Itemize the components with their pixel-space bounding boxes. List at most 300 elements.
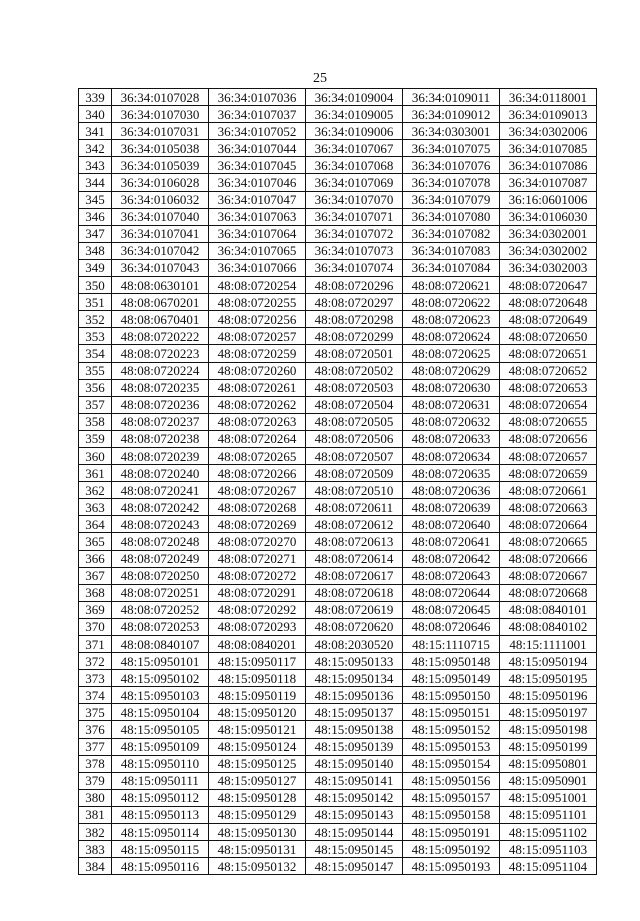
cadastral-number-cell: 36:34:0107028: [112, 89, 209, 106]
table-row: [79, 772, 597, 789]
row-number-cell: 381: [79, 806, 112, 823]
row-number-cell: 340: [79, 106, 112, 123]
cadastral-number-cell: 48:08:0720620: [306, 618, 403, 635]
cadastral-number-cell: 48:08:0720647: [500, 277, 597, 294]
cadastral-number-cell: 48:15:0950196: [500, 687, 597, 704]
cadastral-number-cell: 48:08:0720643: [403, 567, 500, 584]
table-row: [79, 447, 597, 464]
cadastral-number-cell: 48:15:0950194: [500, 653, 597, 670]
table-row: [79, 567, 597, 584]
cadastral-number-cell: 48:15:0951104: [500, 858, 597, 875]
row-number-cell: 364: [79, 516, 112, 533]
cadastral-number-cell: 48:15:0950121: [209, 721, 306, 738]
cadastral-number-cell: 48:15:0950127: [209, 772, 306, 789]
cadastral-number-cell: 48:08:0720639: [403, 499, 500, 516]
row-number-cell: 339: [79, 89, 112, 106]
cadastral-number-cell: 48:08:0720621: [403, 277, 500, 294]
cadastral-number-cell: 48:15:0950112: [112, 789, 209, 806]
cadastral-number-cell: 48:08:0720633: [403, 430, 500, 447]
cadastral-number-cell: 36:34:0302003: [500, 259, 597, 276]
cadastral-number-cell: 48:08:0720297: [306, 294, 403, 311]
cadastral-number-cell: 48:08:0720235: [112, 379, 209, 396]
cadastral-number-cell: 48:08:0720502: [306, 362, 403, 379]
cadastral-number-cell: 36:34:0106032: [112, 191, 209, 208]
cadastral-number-cell: 48:08:0720617: [306, 567, 403, 584]
cadastral-number-cell: 48:15:0950129: [209, 806, 306, 823]
cadastral-number-cell: 36:34:0107080: [403, 208, 500, 225]
table-row: [79, 806, 597, 823]
cadastral-number-cell: 36:34:0109012: [403, 106, 500, 123]
table-row: [79, 499, 597, 516]
cadastral-number-cell: 48:08:0720292: [209, 601, 306, 618]
table-row: [79, 208, 597, 225]
cadastral-number-cell: 48:08:0720264: [209, 430, 306, 447]
cadastral-number-cell: 48:08:0720505: [306, 413, 403, 430]
table-row: [79, 123, 597, 140]
cadastral-number-cell: 48:15:0950801: [500, 755, 597, 772]
row-number-cell: 369: [79, 601, 112, 618]
table-row: [79, 277, 597, 294]
cadastral-number-cell: 48:08:0720242: [112, 499, 209, 516]
cadastral-number-cell: 48:15:0950145: [306, 841, 403, 858]
cadastral-number-cell: 48:08:0720657: [500, 447, 597, 464]
cadastral-number-cell: 48:08:0670201: [112, 294, 209, 311]
row-number-cell: 366: [79, 550, 112, 567]
row-number-cell: 370: [79, 618, 112, 635]
cadastral-number-cell: 48:08:0720635: [403, 465, 500, 482]
cadastral-number-cell: 36:34:0107085: [500, 140, 597, 157]
row-number-cell: 368: [79, 584, 112, 601]
row-number-cell: 347: [79, 225, 112, 242]
row-number-cell: 346: [79, 208, 112, 225]
table-row: [79, 191, 597, 208]
cadastral-number-cell: 48:08:0840102: [500, 618, 597, 635]
cadastral-number-cell: 36:34:0107036: [209, 89, 306, 106]
cadastral-number-cell: 48:08:0720239: [112, 447, 209, 464]
cadastral-number-cell: 48:15:0950114: [112, 824, 209, 841]
row-number-cell: 345: [79, 191, 112, 208]
cadastral-number-cell: 48:08:0720265: [209, 447, 306, 464]
row-number-cell: 376: [79, 721, 112, 738]
row-number-cell: 375: [79, 704, 112, 721]
cadastral-number-cell: 48:08:0720629: [403, 362, 500, 379]
cadastral-number-cell: 48:15:0950120: [209, 704, 306, 721]
cadastral-number-cell: 36:34:0107086: [500, 157, 597, 174]
cadastral-number-cell: 48:15:0950149: [403, 670, 500, 687]
cadastral-number-cell: 48:15:0950193: [403, 858, 500, 875]
cadastral-number-cell: 48:08:0720663: [500, 499, 597, 516]
table-row: [79, 379, 597, 396]
cadastral-number-cell: 36:34:0107083: [403, 242, 500, 259]
cadastral-number-cell: 48:15:0950191: [403, 824, 500, 841]
cadastral-number-cell: 48:15:0950137: [306, 704, 403, 721]
table-row: [79, 584, 597, 601]
table-row: [79, 653, 597, 670]
cadastral-number-cell: 48:08:0720223: [112, 345, 209, 362]
cadastral-number-cell: 48:08:0720254: [209, 277, 306, 294]
cadastral-number-cell: 36:34:0107066: [209, 259, 306, 276]
cadastral-number-cell: 48:15:0950104: [112, 704, 209, 721]
cadastral-number-cell: 48:08:0720623: [403, 311, 500, 328]
row-number-cell: 377: [79, 738, 112, 755]
cadastral-number-cell: 48:15:0950125: [209, 755, 306, 772]
cadastral-number-cell: 48:15:0950115: [112, 841, 209, 858]
cadastral-number-cell: 48:08:0720260: [209, 362, 306, 379]
cadastral-number-cell: 48:08:0720298: [306, 311, 403, 328]
cadastral-number-cell: 36:34:0107042: [112, 242, 209, 259]
cadastral-number-cell: 36:34:0107075: [403, 140, 500, 157]
cadastral-number-cell: 48:15:0951102: [500, 824, 597, 841]
cadastral-number-cell: 48:15:0950109: [112, 738, 209, 755]
row-number-cell: 382: [79, 824, 112, 841]
cadastral-number-cell: 48:08:0720238: [112, 430, 209, 447]
cadastral-number-cell: 48:08:0720253: [112, 618, 209, 635]
cadastral-number-cell: 48:08:0720624: [403, 328, 500, 345]
cadastral-number-cell: 48:15:0950116: [112, 858, 209, 875]
cadastral-number-cell: 48:08:0720271: [209, 550, 306, 567]
cadastral-number-cell: 48:08:0720655: [500, 413, 597, 430]
cadastral-number-cell: 48:08:0720631: [403, 396, 500, 413]
cadastral-number-cell: 48:08:0720650: [500, 328, 597, 345]
cadastral-number-cell: 48:08:0720618: [306, 584, 403, 601]
cadastral-number-cell: 36:34:0107052: [209, 123, 306, 140]
row-number-cell: 354: [79, 345, 112, 362]
cadastral-number-cell: 48:15:0950111: [112, 772, 209, 789]
cadastral-number-cell: 48:15:0950139: [306, 738, 403, 755]
cadastral-number-cell: 36:34:0107044: [209, 140, 306, 157]
table-row: [79, 311, 597, 328]
row-number-cell: 363: [79, 499, 112, 516]
cadastral-number-cell: 36:34:0107041: [112, 225, 209, 242]
cadastral-number-cell: 48:08:0630101: [112, 277, 209, 294]
cadastral-number-cell: 36:34:0302006: [500, 123, 597, 140]
cadastral-number-cell: 48:08:0720506: [306, 430, 403, 447]
cadastral-number-cell: 36:16:0601006: [500, 191, 597, 208]
cadastral-number-cell: 48:08:0720652: [500, 362, 597, 379]
table-row: [79, 789, 597, 806]
cadastral-number-cell: 48:15:0950195: [500, 670, 597, 687]
table-row: [79, 670, 597, 687]
row-number-cell: 367: [79, 567, 112, 584]
row-number-cell: 356: [79, 379, 112, 396]
cadastral-number-cell: 48:15:0950133: [306, 653, 403, 670]
cadastral-number-cell: 48:08:0720664: [500, 516, 597, 533]
cadastral-number-cell: 48:08:0720661: [500, 482, 597, 499]
row-number-cell: 357: [79, 396, 112, 413]
cadastral-number-cell: 48:15:0950138: [306, 721, 403, 738]
cadastral-number-cell: 36:34:0105039: [112, 157, 209, 174]
cadastral-number-cell: 36:34:0109006: [306, 123, 403, 140]
cadastral-number-cell: 36:34:0107078: [403, 174, 500, 191]
cadastral-number-cell: 36:34:0303001: [403, 123, 500, 140]
cadastral-number-cell: 48:15:0950153: [403, 738, 500, 755]
row-number-cell: 360: [79, 447, 112, 464]
cadastral-number-cell: 36:34:0107079: [403, 191, 500, 208]
table-row: [79, 140, 597, 157]
cadastral-number-cell: 48:08:0720259: [209, 345, 306, 362]
cadastral-number-cell: 36:34:0107082: [403, 225, 500, 242]
table-row: [79, 430, 597, 447]
cadastral-number-cell: 48:15:0950117: [209, 653, 306, 670]
row-number-cell: 373: [79, 670, 112, 687]
cadastral-number-cell: 48:15:0950148: [403, 653, 500, 670]
row-number-cell: 380: [79, 789, 112, 806]
table-row: [79, 721, 597, 738]
cadastral-number-cell: 48:15:0950113: [112, 806, 209, 823]
cadastral-number-cell: 48:08:0720641: [403, 533, 500, 550]
cadastral-number-cell: 36:34:0109004: [306, 89, 403, 106]
cadastral-number-cell: 48:15:0950128: [209, 789, 306, 806]
cadastral-number-cell: 48:15:0950102: [112, 670, 209, 687]
cadastral-number-cell: 48:08:0720659: [500, 465, 597, 482]
cadastral-number-cell: 48:08:0720293: [209, 618, 306, 635]
table-row: [79, 516, 597, 533]
cadastral-number-cell: 48:08:0720611: [306, 499, 403, 516]
cadastral-number-cell: 48:08:0720649: [500, 311, 597, 328]
row-number-cell: 359: [79, 430, 112, 447]
cadastral-number-cell: 48:15:0950136: [306, 687, 403, 704]
cadastral-number-cell: 48:15:0950105: [112, 721, 209, 738]
cadastral-number-cell: 36:34:0302001: [500, 225, 597, 242]
cadastral-number-cell: 48:08:0720251: [112, 584, 209, 601]
table-row: [79, 225, 597, 242]
cadastral-number-cell: 48:15:0950132: [209, 858, 306, 875]
cadastral-number-cell: 48:15:0950141: [306, 772, 403, 789]
row-number-cell: 374: [79, 687, 112, 704]
table-row: [79, 738, 597, 755]
cadastral-number-cell: 48:15:0950151: [403, 704, 500, 721]
table-row: [79, 106, 597, 123]
table-row: [79, 755, 597, 772]
cadastral-number-cell: 36:34:0107063: [209, 208, 306, 225]
cadastral-number-cell: 48:08:0720644: [403, 584, 500, 601]
cadastral-number-cell: 48:08:0720645: [403, 601, 500, 618]
cadastral-number-cell: 48:15:0950150: [403, 687, 500, 704]
cadastral-number-cell: 48:08:0720252: [112, 601, 209, 618]
cadastral-number-cell: 36:34:0106030: [500, 208, 597, 225]
cadastral-number-cell: 36:34:0107031: [112, 123, 209, 140]
row-number-cell: 351: [79, 294, 112, 311]
cadastral-number-cell: 48:08:0720255: [209, 294, 306, 311]
table-row: [79, 413, 597, 430]
cadastral-number-cell: 48:15:0950154: [403, 755, 500, 772]
cadastral-number-cell: 48:15:0950142: [306, 789, 403, 806]
cadastral-number-cell: 48:08:0720503: [306, 379, 403, 396]
cadastral-number-cell: 36:34:0107040: [112, 208, 209, 225]
cadastral-number-cell: 48:08:0720269: [209, 516, 306, 533]
table-row: [79, 858, 597, 875]
cadastral-number-cell: 48:15:0950119: [209, 687, 306, 704]
cadastral-number-cell: 48:08:0720640: [403, 516, 500, 533]
row-number-cell: 383: [79, 841, 112, 858]
cadastral-number-cell: 48:08:0720667: [500, 567, 597, 584]
cadastral-number-cell: 48:08:0720222: [112, 328, 209, 345]
cadastral-number-cell: 48:08:0720249: [112, 550, 209, 567]
cadastral-number-cell: 48:15:0950130: [209, 824, 306, 841]
cadastral-number-cell: 48:08:0720262: [209, 396, 306, 413]
table-row: [79, 242, 597, 259]
row-number-cell: 341: [79, 123, 112, 140]
cadastral-number-cell: 36:34:0107087: [500, 174, 597, 191]
row-number-cell: 349: [79, 259, 112, 276]
table-row: [79, 174, 597, 191]
cadastral-number-cell: 48:08:0720272: [209, 567, 306, 584]
cadastral-number-cell: 48:08:0720257: [209, 328, 306, 345]
row-number-cell: 365: [79, 533, 112, 550]
cadastral-number-cell: 36:34:0107067: [306, 140, 403, 157]
cadastral-number-cell: 48:08:0720656: [500, 430, 597, 447]
row-number-cell: 358: [79, 413, 112, 430]
cadastral-number-cell: 36:34:0109005: [306, 106, 403, 123]
cadastral-number-cell: 48:15:0951101: [500, 806, 597, 823]
cadastral-number-cell: 48:08:0720510: [306, 482, 403, 499]
cadastral-number-cell: 36:34:0107064: [209, 225, 306, 242]
cadastral-number-cell: 36:34:0107074: [306, 259, 403, 276]
row-number-cell: 379: [79, 772, 112, 789]
cadastral-number-cell: 36:34:0105038: [112, 140, 209, 157]
table-row: [79, 396, 597, 413]
cadastral-number-cell: 48:08:0720653: [500, 379, 597, 396]
row-number-cell: 384: [79, 858, 112, 875]
cadastral-number-cell: 48:08:0720236: [112, 396, 209, 413]
cadastral-number-cell: 48:08:0720267: [209, 482, 306, 499]
cadastral-number-cell: 48:15:0950124: [209, 738, 306, 755]
cadastral-number-cell: 48:08:2030520: [306, 636, 403, 653]
table-row: [79, 362, 597, 379]
table-row: [79, 294, 597, 311]
cadastral-number-cell: 48:15:0950143: [306, 806, 403, 823]
cadastral-number-cell: 48:08:0720501: [306, 345, 403, 362]
cadastral-number-cell: 36:34:0106028: [112, 174, 209, 191]
cadastral-number-cell: 48:08:0670401: [112, 311, 209, 328]
cadastral-number-cell: 48:08:0840107: [112, 636, 209, 653]
page-number: 25: [313, 71, 327, 86]
row-number-cell: 355: [79, 362, 112, 379]
cadastral-number-cell: 48:15:0950199: [500, 738, 597, 755]
cadastral-number-cell: 48:08:0720630: [403, 379, 500, 396]
cadastral-number-cell: 48:08:0720296: [306, 277, 403, 294]
cadastral-number-cell: 48:15:0950156: [403, 772, 500, 789]
cadastral-number-cell: 36:34:0109011: [403, 89, 500, 106]
row-number-cell: 350: [79, 277, 112, 294]
cadastral-number-cell: 36:34:0107073: [306, 242, 403, 259]
row-number-cell: 353: [79, 328, 112, 345]
cadastral-number-cell: 48:15:0950118: [209, 670, 306, 687]
cadastral-number-cell: 36:34:0107070: [306, 191, 403, 208]
cadastral-number-cell: 48:08:0720651: [500, 345, 597, 362]
cadastral-number-cell: 48:15:0950197: [500, 704, 597, 721]
cadastral-number-cell: 48:15:0951103: [500, 841, 597, 858]
cadastral-number-cell: 36:34:0107065: [209, 242, 306, 259]
table-row: [79, 259, 597, 276]
cadastral-number-cell: 48:15:0950158: [403, 806, 500, 823]
cadastral-number-cell: 48:08:0720241: [112, 482, 209, 499]
cadastral-number-cell: 36:34:0107069: [306, 174, 403, 191]
cadastral-number-cell: 36:34:0107071: [306, 208, 403, 225]
row-number-cell: 344: [79, 174, 112, 191]
cadastral-number-cell: 48:08:0720646: [403, 618, 500, 635]
row-number-cell: 372: [79, 653, 112, 670]
cadastral-number-cell: 48:15:0950144: [306, 824, 403, 841]
table-row: [79, 89, 597, 106]
cadastral-number-cell: 48:15:1111001: [500, 636, 597, 653]
cadastral-number-cell: 48:08:0720243: [112, 516, 209, 533]
table-row: [79, 328, 597, 345]
cadastral-number-cell: 48:08:0840201: [209, 636, 306, 653]
cadastral-number-cell: 48:08:0720612: [306, 516, 403, 533]
cadastral-number-cell: 48:08:0720632: [403, 413, 500, 430]
cadastral-number-cell: 36:34:0107068: [306, 157, 403, 174]
cadastral-number-cell: 48:15:0950152: [403, 721, 500, 738]
cadastral-number-cell: 48:15:0950157: [403, 789, 500, 806]
cadastral-number-cell: 36:34:0107076: [403, 157, 500, 174]
cadastral-number-cell: 48:08:0720668: [500, 584, 597, 601]
table-row: [79, 533, 597, 550]
cadastral-number-cell: 48:08:0720250: [112, 567, 209, 584]
cadastral-number-cell: 48:08:0720509: [306, 465, 403, 482]
cadastral-number-cell: 48:08:0720291: [209, 584, 306, 601]
cadastral-number-cell: 48:08:0720614: [306, 550, 403, 567]
cadastral-number-cell: 48:08:0720248: [112, 533, 209, 550]
cadastral-number-cell: 48:08:0720642: [403, 550, 500, 567]
cadastral-number-cell: 48:08:0840101: [500, 601, 597, 618]
cadastral-number-cell: 48:15:1110715: [403, 636, 500, 653]
cadastral-number-cell: 48:15:0950131: [209, 841, 306, 858]
cadastral-number-cell: 48:08:0720665: [500, 533, 597, 550]
cadastral-number-cell: 48:15:0950901: [500, 772, 597, 789]
cadastral-number-cell: 48:08:0720648: [500, 294, 597, 311]
table-row: [79, 482, 597, 499]
row-number-cell: 378: [79, 755, 112, 772]
cadastral-number-cell: 48:08:0720625: [403, 345, 500, 362]
cadastral-number-cell: 48:08:0720299: [306, 328, 403, 345]
cadastral-number-cell: 48:08:0720224: [112, 362, 209, 379]
cadastral-number-cell: 48:08:0720666: [500, 550, 597, 567]
cadastral-number-cell: 48:15:0950147: [306, 858, 403, 875]
cadastral-number-cell: 48:08:0720256: [209, 311, 306, 328]
table-body: [79, 89, 597, 875]
row-number-cell: 361: [79, 465, 112, 482]
cadastral-number-cell: 36:34:0118001: [500, 89, 597, 106]
table-row: [79, 687, 597, 704]
table-row: [79, 157, 597, 174]
cadastral-number-cell: 48:08:0720507: [306, 447, 403, 464]
cadastral-number-cell: 48:08:0720268: [209, 499, 306, 516]
cadastral-number-cell: 48:08:0720237: [112, 413, 209, 430]
cadastral-number-cell: 36:34:0107045: [209, 157, 306, 174]
cadastral-number-cell: 36:34:0107030: [112, 106, 209, 123]
table-row: [79, 618, 597, 635]
cadastral-number-cell: 36:34:0107043: [112, 259, 209, 276]
cadastral-number-cell: 36:34:0107047: [209, 191, 306, 208]
table-row: [79, 636, 597, 653]
table-row: [79, 345, 597, 362]
table-row: [79, 550, 597, 567]
cadastral-number-cell: 48:08:0720622: [403, 294, 500, 311]
cadastral-number-cell: 48:08:0720619: [306, 601, 403, 618]
cadastral-number-cell: 48:15:0950134: [306, 670, 403, 687]
cadastral-number-cell: 48:08:0720654: [500, 396, 597, 413]
cadastral-number-cell: 48:08:0720634: [403, 447, 500, 464]
cadastral-number-cell: 48:08:0720266: [209, 465, 306, 482]
table-row: [79, 841, 597, 858]
cadastral-number-cell: 48:15:0951001: [500, 789, 597, 806]
cadastral-number-cell: 48:08:0720613: [306, 533, 403, 550]
cadastral-number-cell: 48:08:0720263: [209, 413, 306, 430]
table-row: [79, 601, 597, 618]
table-row: [79, 824, 597, 841]
cadastral-number-cell: 48:08:0720504: [306, 396, 403, 413]
